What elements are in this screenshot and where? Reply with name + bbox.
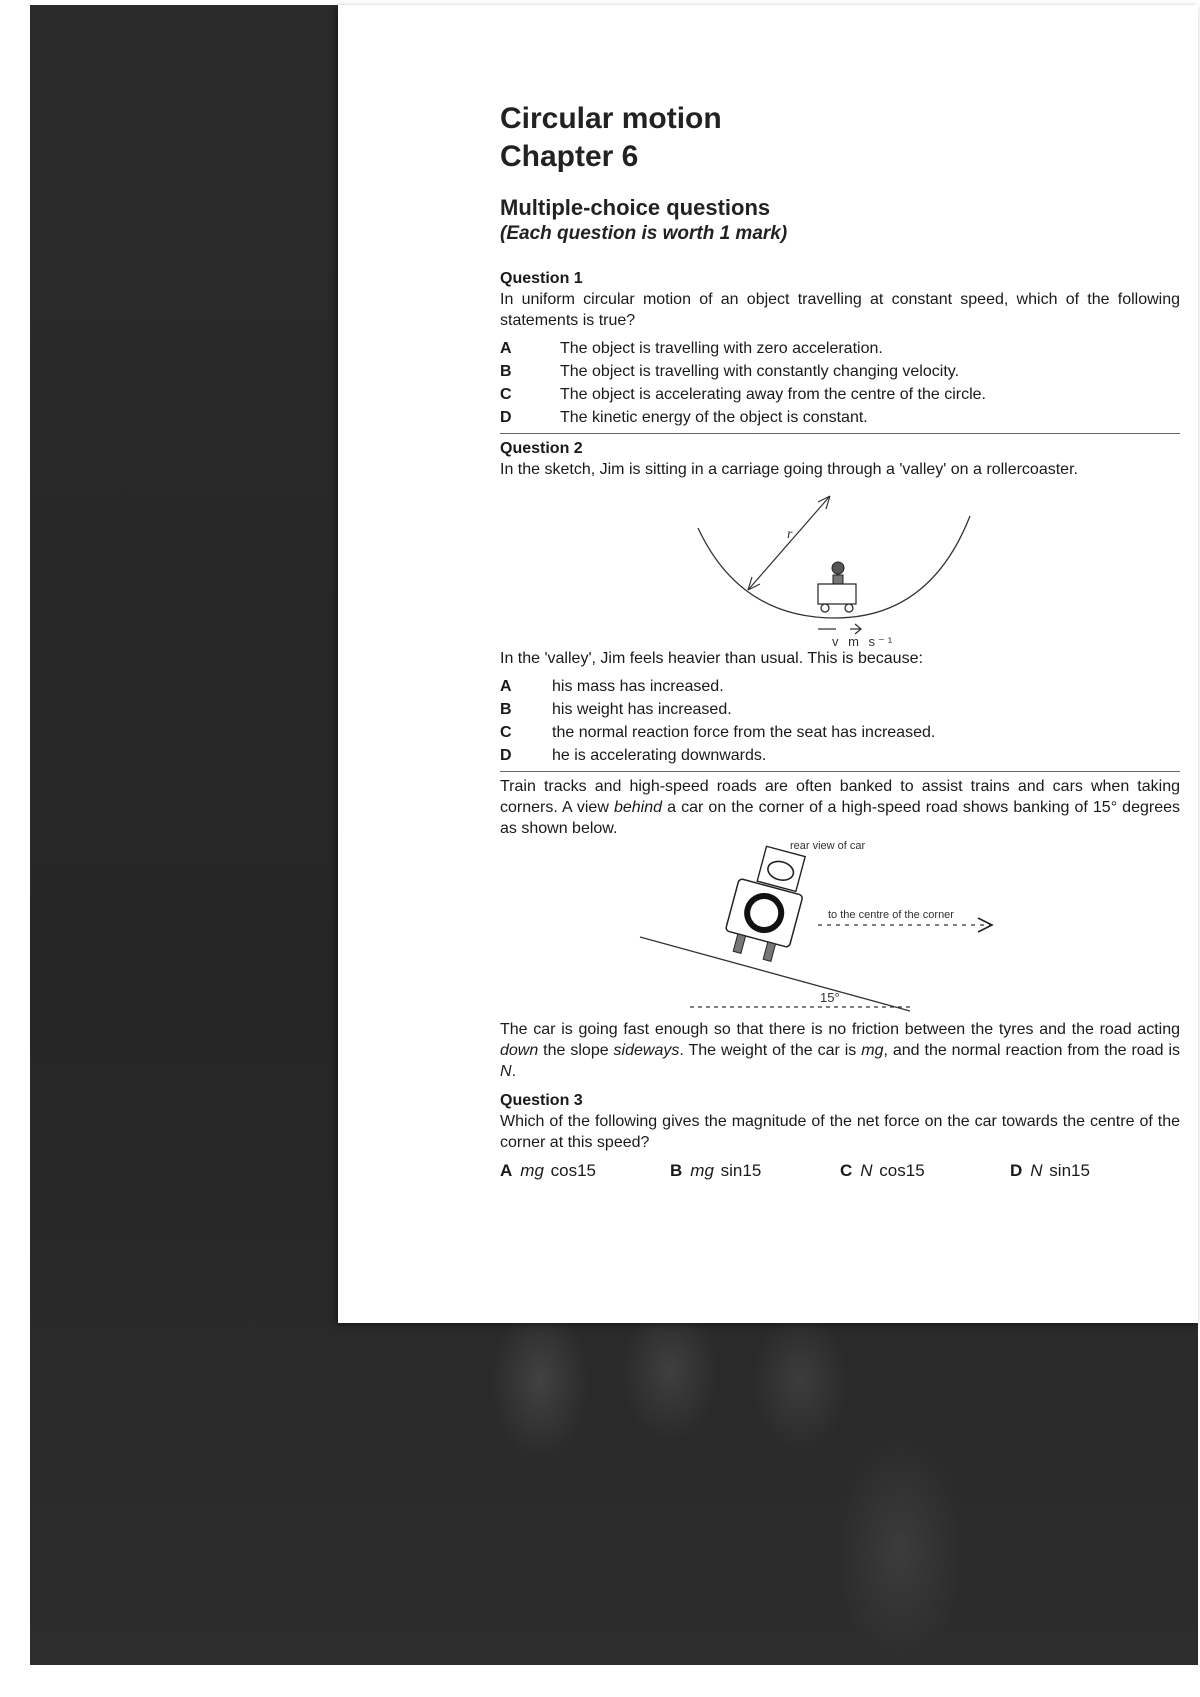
option-a[interactable] xyxy=(500,337,1180,360)
option-letter: C xyxy=(840,1161,853,1180)
option-variable: mg xyxy=(690,1161,714,1180)
option-text: The object is accelerating away from the centre of the circle. xyxy=(560,386,986,403)
carriage-with-jim xyxy=(818,562,856,612)
question-1 xyxy=(500,268,1180,429)
option-c[interactable] xyxy=(840,1159,1010,1182)
option-letter: B xyxy=(670,1161,683,1180)
banking-emphasis: sideways xyxy=(613,1042,680,1059)
option-variable: N xyxy=(1030,1161,1043,1180)
option-d[interactable] xyxy=(500,406,1180,429)
banking-stimulus xyxy=(500,776,1180,1082)
banking-description-text: the slope xyxy=(538,1042,614,1059)
question-3 xyxy=(500,1090,1180,1182)
banking-description xyxy=(500,1019,1180,1082)
option-text: The object is travelling with constantly changing velocity. xyxy=(560,363,960,380)
option-function: cos15 xyxy=(879,1161,925,1180)
scan-background-shadow xyxy=(340,1320,1198,1665)
question-1-label: Question 1 xyxy=(500,270,583,287)
option-variable: mg xyxy=(520,1161,544,1180)
question-1-options xyxy=(500,337,1180,429)
option-b[interactable] xyxy=(500,360,1180,383)
banking-description-text: The car is going fast enough so that there is no friction between the tyres and the road acting xyxy=(500,1021,1180,1038)
question-3-stem: Which of the following gives the magnitude of the net force on the car towards the centre of the corner at this speed? xyxy=(500,1113,1180,1151)
divider xyxy=(500,771,1180,772)
banking-intro-text: Train tracks and high-speed roads are often banked to assist trains and cars when taking corners. A view xyxy=(500,778,1180,816)
option-d[interactable] xyxy=(500,744,1180,767)
bank-angle-label: 15° xyxy=(820,990,840,1005)
option-letter: A xyxy=(500,1161,513,1180)
option-letter: C xyxy=(500,386,512,403)
banking-intro-emphasis: behind xyxy=(613,799,663,816)
worksheet-content xyxy=(500,100,1180,1182)
question-3-label: Question 3 xyxy=(500,1092,583,1109)
option-letter: A xyxy=(500,340,512,357)
option-b[interactable] xyxy=(500,698,1180,721)
centre-direction-label: to the centre of the corner xyxy=(828,909,954,921)
banking-intro xyxy=(500,776,1180,839)
chapter-title-line1: Circular motion xyxy=(500,102,722,135)
option-variable: N xyxy=(860,1161,873,1180)
question-2-options xyxy=(500,675,1180,767)
carriage-wheel xyxy=(845,604,853,612)
velocity-label: v m s⁻¹ xyxy=(832,634,896,648)
question-2-stem: In the sketch, Jim is sitting in a carriage going through a 'valley' on a rollercoaster. xyxy=(500,461,1078,478)
option-c[interactable] xyxy=(500,721,1180,744)
banking-emphasis: down xyxy=(500,1042,539,1059)
option-letter: C xyxy=(500,724,512,741)
option-letter: A xyxy=(500,678,512,695)
option-text: the normal reaction force from the seat has increased. xyxy=(552,724,936,741)
car-rear-view xyxy=(721,842,813,965)
option-function: sin15 xyxy=(1049,1161,1090,1180)
option-text: his mass has increased. xyxy=(552,678,724,695)
option-letter: D xyxy=(500,747,512,764)
option-a[interactable] xyxy=(500,1159,670,1182)
option-text: The object is travelling with zero acceleration. xyxy=(560,340,883,357)
option-text: The kinetic energy of the object is constant. xyxy=(560,409,868,426)
section-heading: Multiple-choice questions xyxy=(500,195,771,220)
option-letter: B xyxy=(500,363,512,380)
option-text: his weight has increased. xyxy=(552,701,732,718)
option-letter: D xyxy=(500,409,512,426)
banking-description-text: , and the normal reaction from the road is xyxy=(883,1042,1180,1059)
radius-label: r xyxy=(787,527,793,542)
section-subheading: (Each question is worth 1 mark) xyxy=(500,223,788,244)
rollercoaster-diagram xyxy=(500,480,1180,648)
carriage-body xyxy=(818,584,856,604)
option-letter: B xyxy=(500,701,512,718)
option-function: sin15 xyxy=(720,1161,762,1180)
option-d[interactable] xyxy=(1010,1159,1180,1182)
option-text: he is accelerating downwards. xyxy=(552,747,767,764)
banked-car-diagram xyxy=(500,839,1180,1019)
question-1-stem: In uniform circular motion of an object travelling at constant speed, which of the following statements is true? xyxy=(500,291,1180,329)
option-a[interactable] xyxy=(500,675,1180,698)
question-2-prompt: In the 'valley', Jim feels heavier than usual. This is because: xyxy=(500,650,923,667)
option-function: cos15 xyxy=(550,1161,597,1180)
banking-emphasis: N xyxy=(500,1063,512,1080)
chapter-title xyxy=(500,100,1180,176)
jim-head xyxy=(832,562,844,574)
divider xyxy=(500,433,1180,434)
banking-emphasis: mg xyxy=(861,1042,884,1059)
banking-description-text: . xyxy=(511,1063,517,1080)
banking-description-text: . The weight of the car is xyxy=(679,1042,862,1059)
option-b[interactable] xyxy=(670,1159,840,1182)
carriage-wheel xyxy=(821,604,829,612)
option-letter: D xyxy=(1010,1161,1023,1180)
car-tyre-right xyxy=(763,942,775,961)
question-2 xyxy=(500,438,1180,767)
question-2-label: Question 2 xyxy=(500,440,583,457)
option-c[interactable] xyxy=(500,383,1180,406)
banking-intro-text: a car on the corner of a high-speed road shows banking of 15° degrees as shown below. xyxy=(500,799,1180,837)
radius-line xyxy=(748,496,830,590)
question-3-options xyxy=(500,1159,1180,1182)
car-tyre-left xyxy=(733,934,745,953)
velocity-arrow xyxy=(850,624,861,634)
banked-road xyxy=(640,937,910,1011)
chapter-title-line2: Chapter 6 xyxy=(500,140,639,173)
rear-view-label: rear view of car xyxy=(790,840,866,852)
